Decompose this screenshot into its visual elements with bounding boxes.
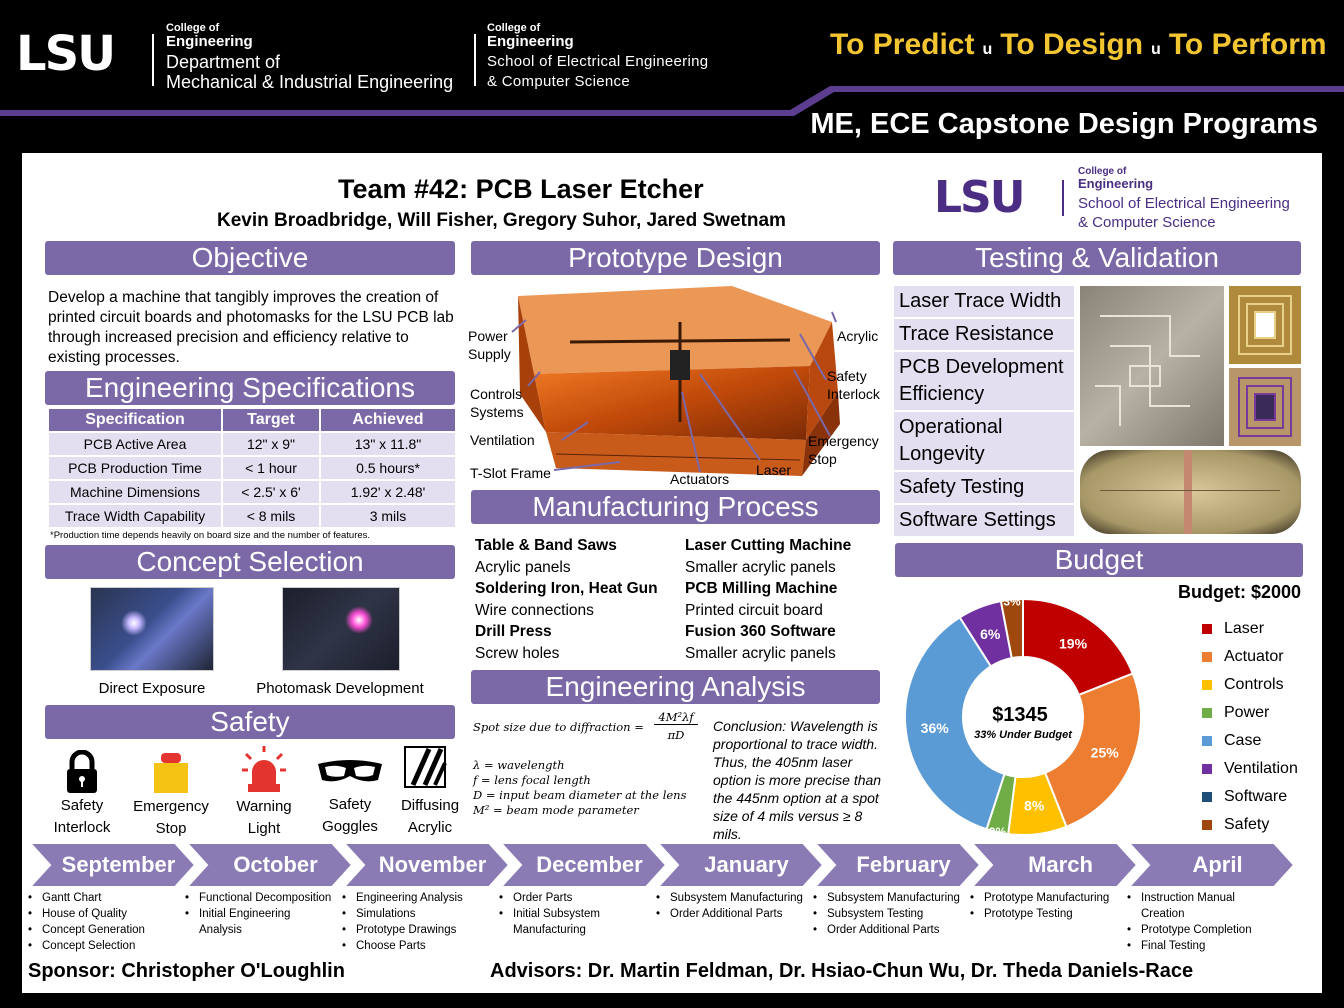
safety-label: Acrylic xyxy=(407,819,453,836)
label-line: Stop xyxy=(808,451,837,467)
microscope-photo xyxy=(1080,450,1301,534)
list-item: • Final Testing xyxy=(1125,938,1276,954)
list-item: • Prototype Manufacturing xyxy=(968,890,1119,906)
table-cell: < 2.5' x 6' xyxy=(223,481,319,503)
timeline-month: January xyxy=(704,852,789,877)
donut-data-label: 19% xyxy=(1059,635,1088,652)
formula-var: λ = wavelength xyxy=(473,758,565,772)
mfg-use: Acrylic panels xyxy=(475,558,571,576)
list-item: • Concept Generation xyxy=(26,922,177,938)
specs-col-target: Target xyxy=(223,409,319,431)
mfg-use: Smaller acrylic panels xyxy=(685,558,836,576)
logo-line2: & Computer Science xyxy=(1078,214,1216,231)
legend-label: Controls xyxy=(1224,676,1284,693)
legend-swatch xyxy=(1202,680,1212,690)
table-row xyxy=(49,433,455,455)
legend-swatch xyxy=(1202,652,1212,662)
tag-sep: u xyxy=(1151,41,1161,58)
safety-item-acrylic xyxy=(390,795,470,839)
list-item: • Subsystem Manufacturing xyxy=(811,890,962,906)
budget-total: Budget: $2000 xyxy=(1178,582,1302,602)
timeline-month: September xyxy=(61,852,176,877)
donut-data-label: 6% xyxy=(980,626,1001,643)
tag-design: To Design xyxy=(1000,28,1144,61)
formula-lhs: Spot size due to diffraction = xyxy=(473,720,644,734)
header-divider xyxy=(152,34,154,86)
label-laser: Laser xyxy=(756,462,792,478)
formula-var: D = input beam diameter at the lens xyxy=(473,788,687,802)
table-row xyxy=(49,457,455,479)
goggles-icon xyxy=(316,758,384,784)
timeline-month: November xyxy=(378,852,487,877)
list-item: • Subsystem Manufacturing xyxy=(654,890,805,906)
dept-line2: Mechanical & Industrial Engineering xyxy=(166,72,454,92)
lsu-logo-purple: LSU xyxy=(934,172,1024,223)
table-cell: PCB Production Time xyxy=(49,457,221,479)
logo-college-small: College of xyxy=(1078,166,1127,177)
table-cell: 1.92' x 2.48' xyxy=(321,481,455,503)
table-cell: Machine Dimensions xyxy=(49,481,221,503)
list-item: • Prototype Drawings xyxy=(340,922,491,938)
list-item: • Order Parts xyxy=(497,890,648,906)
mfg-tool: Table & Band Saws xyxy=(475,537,617,554)
coil-photo-1 xyxy=(1229,286,1301,364)
direct-exposure-photo xyxy=(90,587,214,671)
list-item: • Functional Decomposition xyxy=(183,890,334,906)
formula-numerator: 4M²λf xyxy=(654,710,698,725)
label-line: Controls xyxy=(470,386,523,402)
manufacturing-heading: Manufacturing Process xyxy=(471,490,880,524)
mfg-tool: PCB Milling Machine xyxy=(685,580,838,597)
table-cell: 0.5 hours* xyxy=(321,457,455,479)
objective-heading: Objective xyxy=(45,241,455,275)
budget-legend xyxy=(1202,615,1298,839)
mfg-tool: Laser Cutting Machine xyxy=(685,537,852,554)
legend-swatch xyxy=(1202,792,1212,802)
safety-item-goggles xyxy=(310,794,390,838)
list-item: • Choose Parts xyxy=(340,938,491,954)
table-cell: 3 mils xyxy=(321,505,455,527)
legend-label: Safety xyxy=(1224,816,1270,833)
formula-variables xyxy=(473,758,686,818)
specs-heading: Engineering Specifications xyxy=(45,371,455,405)
timeline-task-list xyxy=(968,890,1119,922)
emergency-stop-icon xyxy=(150,753,192,793)
safety-label: Light xyxy=(247,820,281,837)
legend-swatch xyxy=(1202,624,1212,634)
legend-label: Software xyxy=(1224,788,1288,805)
college-small-2: College of xyxy=(487,22,541,34)
timeline-month: March xyxy=(1028,852,1093,877)
legend-item xyxy=(1202,615,1298,643)
table-cell: 13" x 11.8" xyxy=(321,433,455,455)
table-cell: < 8 mils xyxy=(223,505,319,527)
list-item: Laser Trace Width xyxy=(894,286,1074,317)
label-line: Interlock xyxy=(827,386,880,402)
formula-var: M² = beam mode parameter xyxy=(473,803,639,817)
tag-perform: To Perform xyxy=(1168,28,1327,61)
capstone-title: ME, ECE Capstone Design Programs xyxy=(810,108,1318,140)
timeline-task-list xyxy=(183,890,334,938)
list-item: • Prototype Completion xyxy=(1125,922,1276,938)
label-line: Emergency xyxy=(808,433,879,449)
donut-data-label: 8% xyxy=(1024,797,1045,814)
list-item: • Prototype Testing xyxy=(968,906,1119,922)
table-row xyxy=(49,481,455,503)
label-actuators: Actuators xyxy=(670,471,730,487)
tag-sep: u xyxy=(982,41,993,58)
list-item: • Gantt Chart xyxy=(26,890,177,906)
list-item: • Concept Selection xyxy=(26,938,177,954)
diffusing-acrylic-icon xyxy=(403,745,447,789)
timeline-task-list xyxy=(497,890,648,938)
mfg-use: Screw holes xyxy=(475,644,560,662)
school-line2: & Computer Science xyxy=(487,73,630,90)
college-small: College of xyxy=(166,22,220,34)
specs-col-spec: Specification xyxy=(49,409,221,431)
legend-swatch xyxy=(1202,820,1212,830)
mfg-tool: Fusion 360 Software xyxy=(685,623,836,640)
testing-heading: Testing & Validation xyxy=(893,241,1301,275)
timeline-task-list xyxy=(1125,890,1276,954)
list-item: Safety Testing xyxy=(894,472,1074,503)
label-line: Power xyxy=(468,328,508,344)
safety-label: Goggles xyxy=(322,818,378,835)
label-tslot: T-Slot Frame xyxy=(470,465,551,481)
school-line1: School of Electrical Engineering xyxy=(487,53,709,70)
budget-heading: Budget xyxy=(895,543,1303,577)
concept-heading: Concept Selection xyxy=(45,545,455,579)
trace-photo-1 xyxy=(1080,286,1224,446)
table-cell: Trace Width Capability xyxy=(49,505,221,527)
list-item: • Order Additional Parts xyxy=(811,922,962,938)
legend-item xyxy=(1202,699,1298,727)
donut-data-label: 25% xyxy=(1090,744,1119,761)
list-item: Operational Longevity xyxy=(894,412,1074,470)
legend-item xyxy=(1202,671,1298,699)
timeline-task-list xyxy=(340,890,491,954)
legend-swatch xyxy=(1202,708,1212,718)
timeline-arrows xyxy=(0,840,1344,890)
timeline-month: February xyxy=(856,852,951,877)
legend-label: Case xyxy=(1224,732,1262,749)
logo-college-eng: Engineering xyxy=(1078,176,1154,191)
safety-label: Safety xyxy=(60,797,104,814)
mfg-use: Printed circuit board xyxy=(685,601,823,619)
list-item: • Initial Subsystem Manufacturing xyxy=(497,906,648,938)
label-acrylic: Acrylic xyxy=(837,328,879,344)
manufacturing-right xyxy=(685,535,851,664)
logo-line1: School of Electrical Engineering xyxy=(1078,195,1290,212)
padlock-icon xyxy=(64,750,100,794)
donut-data-label: 36% xyxy=(920,720,949,737)
timeline-month: October xyxy=(233,852,318,877)
donut-data-label: 3% xyxy=(988,825,1007,840)
timeline-task-list xyxy=(26,890,177,954)
legend-swatch xyxy=(1202,736,1212,746)
sponsor: Sponsor: Christopher O'Loughlin xyxy=(28,960,345,982)
advisors: Advisors: Dr. Martin Feldman, Dr. Hsiao-Chun Wu, Dr. Theda Daniels-Race xyxy=(490,960,1194,982)
table-row xyxy=(49,505,455,527)
mfg-use: Wire connections xyxy=(475,601,594,619)
lsu-logo: LSU xyxy=(16,26,115,82)
timeline-task-list xyxy=(811,890,962,938)
safety-label: Emergency xyxy=(133,798,209,815)
safety-label: Safety xyxy=(328,796,372,813)
photomask-photo xyxy=(282,587,400,671)
budget-center-sub: 33% Under Budget xyxy=(974,729,1072,741)
timeline-task-list xyxy=(654,890,805,922)
college-engineering: Engineering xyxy=(166,33,253,50)
prototype-heading: Prototype Design xyxy=(471,241,880,275)
safety-label: Warning xyxy=(236,798,292,815)
team-names: Kevin Broadbridge, Will Fisher, Gregory Suhor, Jared Swetnam xyxy=(217,210,786,231)
specs-col-achieved: Achieved xyxy=(321,409,455,431)
testing-list xyxy=(894,286,1074,538)
list-item: • Simulations xyxy=(340,906,491,922)
legend-label: Ventilation xyxy=(1224,760,1298,777)
mfg-use: Smaller acrylic panels xyxy=(685,644,836,662)
manufacturing-left xyxy=(475,535,658,664)
logo-right-text xyxy=(1078,166,1290,232)
safety-item-interlock xyxy=(42,795,122,839)
legend-item xyxy=(1202,755,1298,783)
legend-label: Power xyxy=(1224,704,1270,721)
mfg-tool: Soldering Iron, Heat Gun xyxy=(475,580,658,597)
table-cell: 12" x 9" xyxy=(223,433,319,455)
list-item: • Subsystem Testing xyxy=(811,906,962,922)
safety-heading: Safety xyxy=(45,705,455,739)
analysis-conclusion: Conclusion: Wavelength is proportional to trace width. Thus, the 405nm laser option is more precise than the 445nm option at a spot size of 4 mils versus ≥ 8 mils. xyxy=(713,718,882,842)
label-line: Safety xyxy=(827,368,867,384)
donut-data-label: 3% xyxy=(1003,594,1021,609)
legend-label: Actuator xyxy=(1224,648,1284,665)
timeline-month: December xyxy=(536,852,643,877)
label-ventilation: Ventilation xyxy=(470,432,535,448)
timeline-month: April xyxy=(1192,852,1243,877)
callout-lines xyxy=(470,282,880,488)
list-item: Trace Resistance xyxy=(894,319,1074,350)
warning-light-icon xyxy=(242,746,286,794)
legend-swatch xyxy=(1202,764,1212,774)
specs-header-row xyxy=(49,409,455,431)
logo-divider xyxy=(1062,180,1064,216)
list-item: • Initial Engineering Analysis xyxy=(183,906,334,938)
list-item: • Engineering Analysis xyxy=(340,890,491,906)
list-item: PCB Development Efficiency xyxy=(894,352,1074,410)
safety-label: Diffusing xyxy=(400,797,460,814)
specs-table xyxy=(47,407,457,529)
coil-photo-2 xyxy=(1229,368,1301,446)
list-item: • House of Quality xyxy=(26,906,177,922)
table-cell: < 1 hour xyxy=(223,457,319,479)
budget-center-value: $1345 xyxy=(992,704,1048,726)
dept-line1: Department of xyxy=(166,52,281,72)
list-item: • Instruction Manual Creation xyxy=(1125,890,1276,922)
header-divider-2 xyxy=(474,34,476,86)
poster-title: Team #42: PCB Laser Etcher xyxy=(338,174,704,204)
legend-item xyxy=(1202,727,1298,755)
analysis-heading: Engineering Analysis xyxy=(471,670,880,704)
list-item: • Order Additional Parts xyxy=(654,906,805,922)
safety-item-warning-light xyxy=(224,796,304,840)
legend-item xyxy=(1202,811,1298,839)
label-line: Supply xyxy=(468,346,511,362)
mfg-tool: Drill Press xyxy=(475,623,552,640)
formula-var: f = lens focal length xyxy=(473,773,591,787)
tagline xyxy=(830,28,1327,62)
label-line: Systems xyxy=(470,404,524,420)
table-cell: PCB Active Area xyxy=(49,433,221,455)
safety-item-estop xyxy=(126,796,216,840)
safety-label: Stop xyxy=(155,820,187,837)
specs-footnote: *Production time depends heavily on board size and the number of features. xyxy=(50,530,371,541)
caption-photomask: Photomask Development xyxy=(256,680,424,697)
tag-predict: To Predict xyxy=(830,28,975,61)
legend-item xyxy=(1202,643,1298,671)
caption-direct-exposure: Direct Exposure xyxy=(98,680,206,697)
list-item: Software Settings xyxy=(894,505,1074,536)
legend-item xyxy=(1202,783,1298,811)
objective-text: Develop a machine that tangibly improves the creation of printed circuit boards and photomasks for the LSU PCB lab through increased precision and efficiency relative to existing processes. xyxy=(48,289,454,366)
safety-label: Interlock xyxy=(53,819,111,836)
college-engineering-2: Engineering xyxy=(487,33,574,50)
formula-denominator: πD xyxy=(667,728,685,742)
legend-label: Laser xyxy=(1224,620,1265,637)
